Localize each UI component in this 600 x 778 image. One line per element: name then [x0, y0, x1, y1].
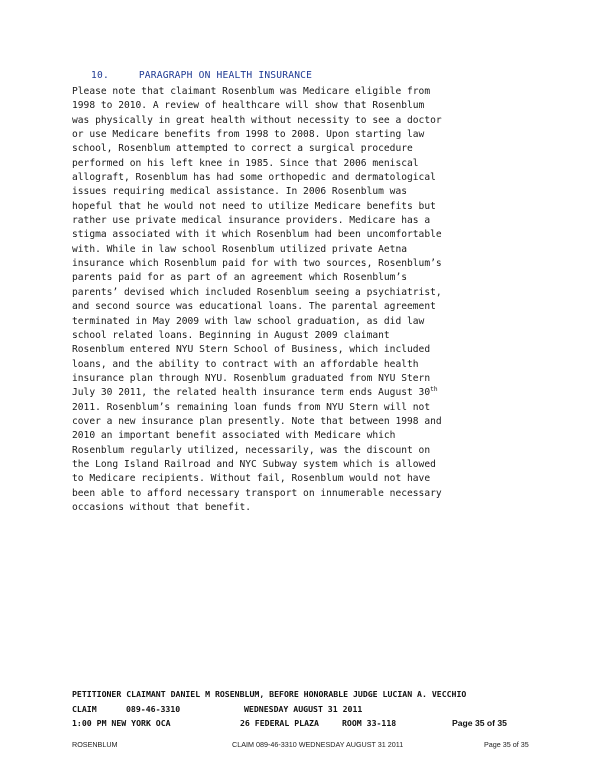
- body-line: performed on his left knee in 1985. Since that 2006 meniscal: [72, 157, 419, 169]
- body-line: insurance plan through NYU. Rosenblum graduated from NYU Stern: [72, 372, 431, 384]
- body-line: occasions without that benefit.: [72, 501, 252, 513]
- case-footer: [72, 689, 542, 733]
- body-line: been able to afford necessary transport on innumerable necessary: [72, 487, 442, 499]
- body-line: cover a new insurance plan presently. Note that between 1998 and: [72, 415, 442, 427]
- page-indicator: [452, 718, 507, 728]
- body-line: terminated in May 2009 with law school graduation, as did law: [72, 315, 425, 327]
- footer-center: CLAIM 089-46-3310 WEDNESDAY AUGUST 31 2011: [232, 740, 404, 749]
- footer-left: ROSENBLUM: [72, 740, 118, 749]
- body-line: loans, and the ability to contract with an affordable health: [72, 358, 419, 370]
- page-current: 35: [474, 718, 485, 728]
- body-line: school, Rosenblum attempted to correct a surgical procedure: [72, 143, 413, 155]
- address: 26 FEDERAL PLAZA: [240, 718, 319, 728]
- body-line: rather use private medical insurance providers. Medicare has a: [72, 215, 431, 227]
- body-line: with. While in law school Rosenblum utilized private Aetna: [72, 243, 408, 255]
- claim-line: [72, 704, 542, 719]
- petitioner-text: PETITIONER CLAIMANT DANIEL M ROSENBLUM, BEFORE HONORABLE JUDGE LUCIAN A. VECCHIO: [72, 689, 467, 699]
- body-line: and second source was educational loans. The parental agreement: [72, 301, 436, 313]
- body-line: issues requiring medical assistance. In 2006 Rosenblum was: [72, 186, 408, 198]
- petitioner-line: [72, 689, 542, 704]
- body-line: parents’ devised which included Rosenblum seeing a psychiatrist,: [72, 286, 442, 298]
- section-heading: [91, 70, 312, 81]
- body-line: Rosenblum entered NYU Stern School of Business, which included: [72, 344, 431, 356]
- footer-right: Page 35 of 35: [484, 740, 529, 749]
- page-of: of: [486, 718, 496, 728]
- body-line: Please note that claimant Rosenblum was Medicare eligible from: [72, 86, 431, 97]
- page-footer: [0, 740, 600, 754]
- body-line: or use Medicare benefits from 1998 to 2008. Upon starting law: [72, 129, 425, 141]
- body-line: 2010 an important benefit associated with Medicare which: [72, 430, 396, 442]
- section-title: PARAGRAPH ON HEALTH INSURANCE: [138, 70, 313, 81]
- body-line: the Long Island Railroad and NYC Subway system which is allowed: [72, 458, 436, 470]
- body-line: to Medicare recipients. Without fail, Rosenblum would not have: [72, 473, 431, 485]
- body-line: 2011. Rosenblum’s remaining loan funds from NYU Stern will not: [72, 401, 431, 413]
- claim-label: CLAIM: [72, 703, 97, 714]
- section-number: 10.: [91, 70, 109, 81]
- body-line: Rosenblum regularly utilized, necessarily, was the discount on: [72, 444, 431, 456]
- body-line: stigma associated with it which Rosenblum had been uncomfortable: [72, 229, 442, 241]
- body-paragraph: [72, 85, 542, 515]
- venue-line: [72, 718, 542, 733]
- superscript-th: th: [430, 386, 438, 394]
- time-place: 1:00 PM NEW YORK OCA: [72, 718, 171, 728]
- claim-number: 089-46-3310: [126, 703, 181, 714]
- body-line: allograft, Rosenblum has had some orthopedic and dermatological: [72, 172, 436, 184]
- body-line: parents paid for as part of an agreement which Rosenblum’s: [72, 272, 408, 284]
- claim-date: WEDNESDAY AUGUST 31 2011: [244, 703, 363, 714]
- body-line: was physically in great health without necessity to see a doctor: [72, 114, 442, 126]
- body-line: 1998 to 2010. A review of healthcare will show that Rosenblum: [72, 100, 425, 112]
- room: ROOM 33-118: [342, 718, 397, 728]
- body-line: school related loans. Beginning in August 2009 claimant: [72, 329, 390, 341]
- body-line: July 30 2011, the related health insurance term ends August 30th: [72, 386, 438, 399]
- body-line: hopeful that he would not need to utilize Medicare benefits but: [72, 200, 436, 212]
- page-total: 35: [497, 718, 507, 728]
- body-line: insurance which Rosenblum paid for with two sources, Rosenblum’s: [72, 258, 442, 270]
- page-word: Page: [452, 718, 473, 728]
